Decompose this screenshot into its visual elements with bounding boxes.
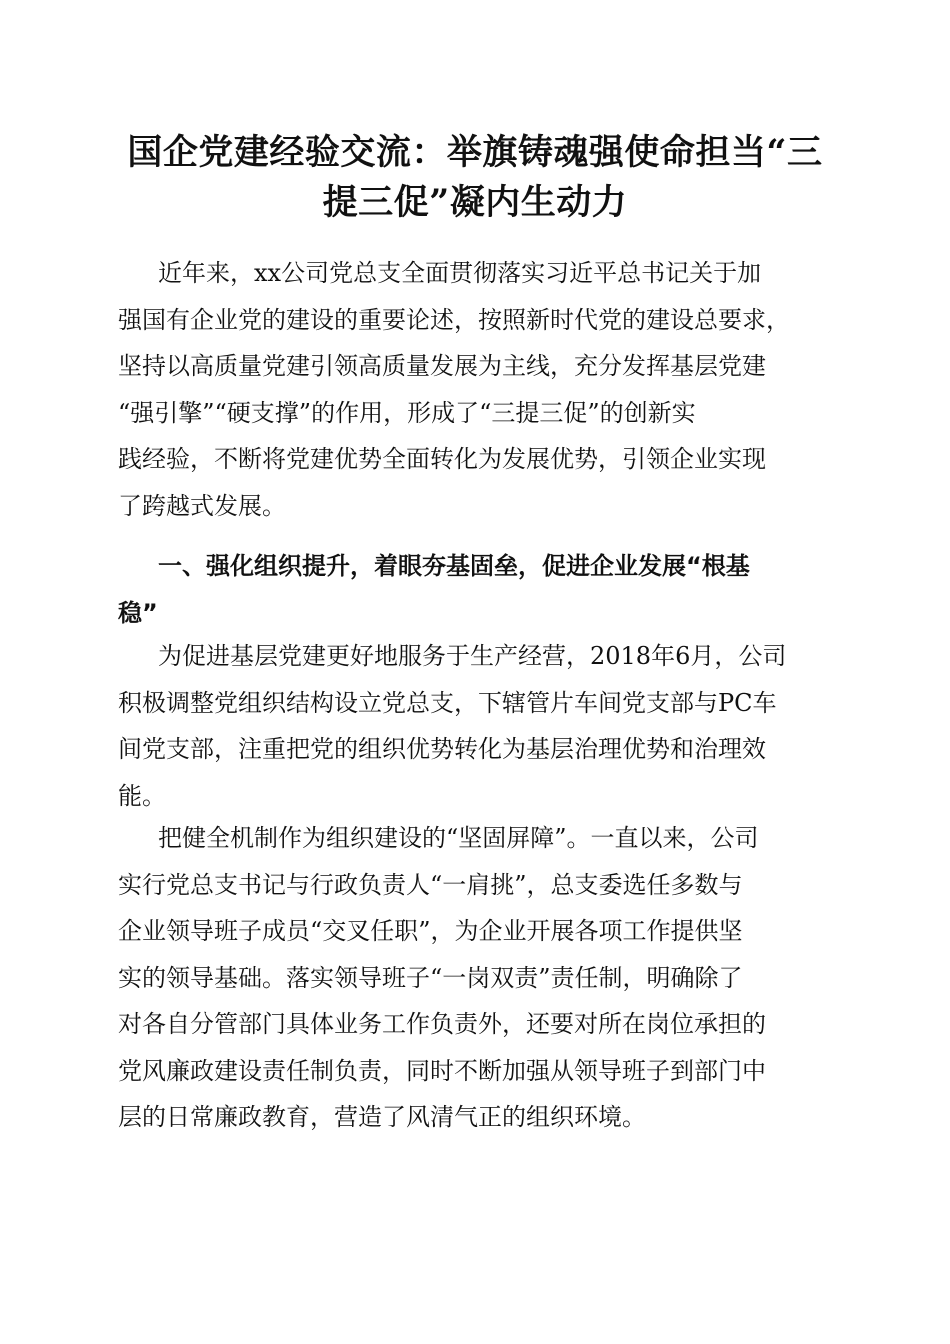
- paragraph-line: 强国有企业党的建设的重要论述，按照新时代党的建设总要求，: [118, 305, 790, 334]
- paragraph-line: 把健全机制作为组织建设的“坚固屏障”。一直以来，公司: [158, 824, 759, 852]
- paragraph-line: 党风廉政建设责任制负责，同时不断加强从领导班子到部门中: [118, 1056, 766, 1085]
- intro-paragraph: [118, 250, 832, 529]
- heading-line: 稳”: [118, 598, 158, 627]
- paragraph-line: 坚持以高质量党建引领高质量发展为主线，充分发挥基层党建: [118, 352, 766, 380]
- paragraph-line: 近年来，xx公司党总支全面贯彻落实习近平总书记关于加: [158, 259, 762, 287]
- paragraph-line: 积极调整党组织结构设立党总支，下辖管片车间党支部与PC车: [118, 688, 777, 717]
- paragraph-line: 实行党总支书记与行政负责人“一肩挑”，总支委选任多数与: [118, 870, 743, 899]
- paragraph-line: 实的领导基础。落实领导班子“一岗双责”责任制，明确除了: [118, 963, 743, 992]
- paragraph-line: “强引擎”“硬支撑”的作用，形成了“三提三促”的创新实: [118, 398, 696, 427]
- paragraph-line: 企业领导班子成员“交叉任职”，为企业开展各项工作提供坚: [118, 917, 743, 945]
- title-line: 提三促”凝内生动力: [322, 182, 628, 223]
- document-title: [100, 128, 850, 228]
- paragraph-line: 间党支部，注重把党的组织优势转化为基层治理优势和治理效: [118, 735, 766, 763]
- paragraph-line: 对各自分管部门具体业务工作负责外，还要对所在岗位承担的: [118, 1010, 766, 1038]
- title-line: 国企党建经验交流：举旗铸魂强使命担当“三: [127, 132, 823, 173]
- body-paragraph: [118, 633, 832, 819]
- paragraph-line: 践经验，不断将党建优势全面转化为发展优势，引领企业实现: [118, 445, 766, 473]
- paragraph-line: 层的日常廉政教育，营造了风清气正的组织环境。: [118, 1103, 646, 1131]
- body-paragraph: [118, 815, 832, 1141]
- paragraph-line: 能。: [118, 781, 166, 810]
- paragraph-line: 了跨越式发展。: [118, 491, 286, 520]
- paragraph-line: 为促进基层党建更好地服务于生产经营，2018年6月，公司: [158, 642, 787, 670]
- section-heading: [118, 543, 832, 636]
- heading-line: 一、强化组织提升，着眼夯基固垒，促进企业发展“根基: [158, 552, 750, 580]
